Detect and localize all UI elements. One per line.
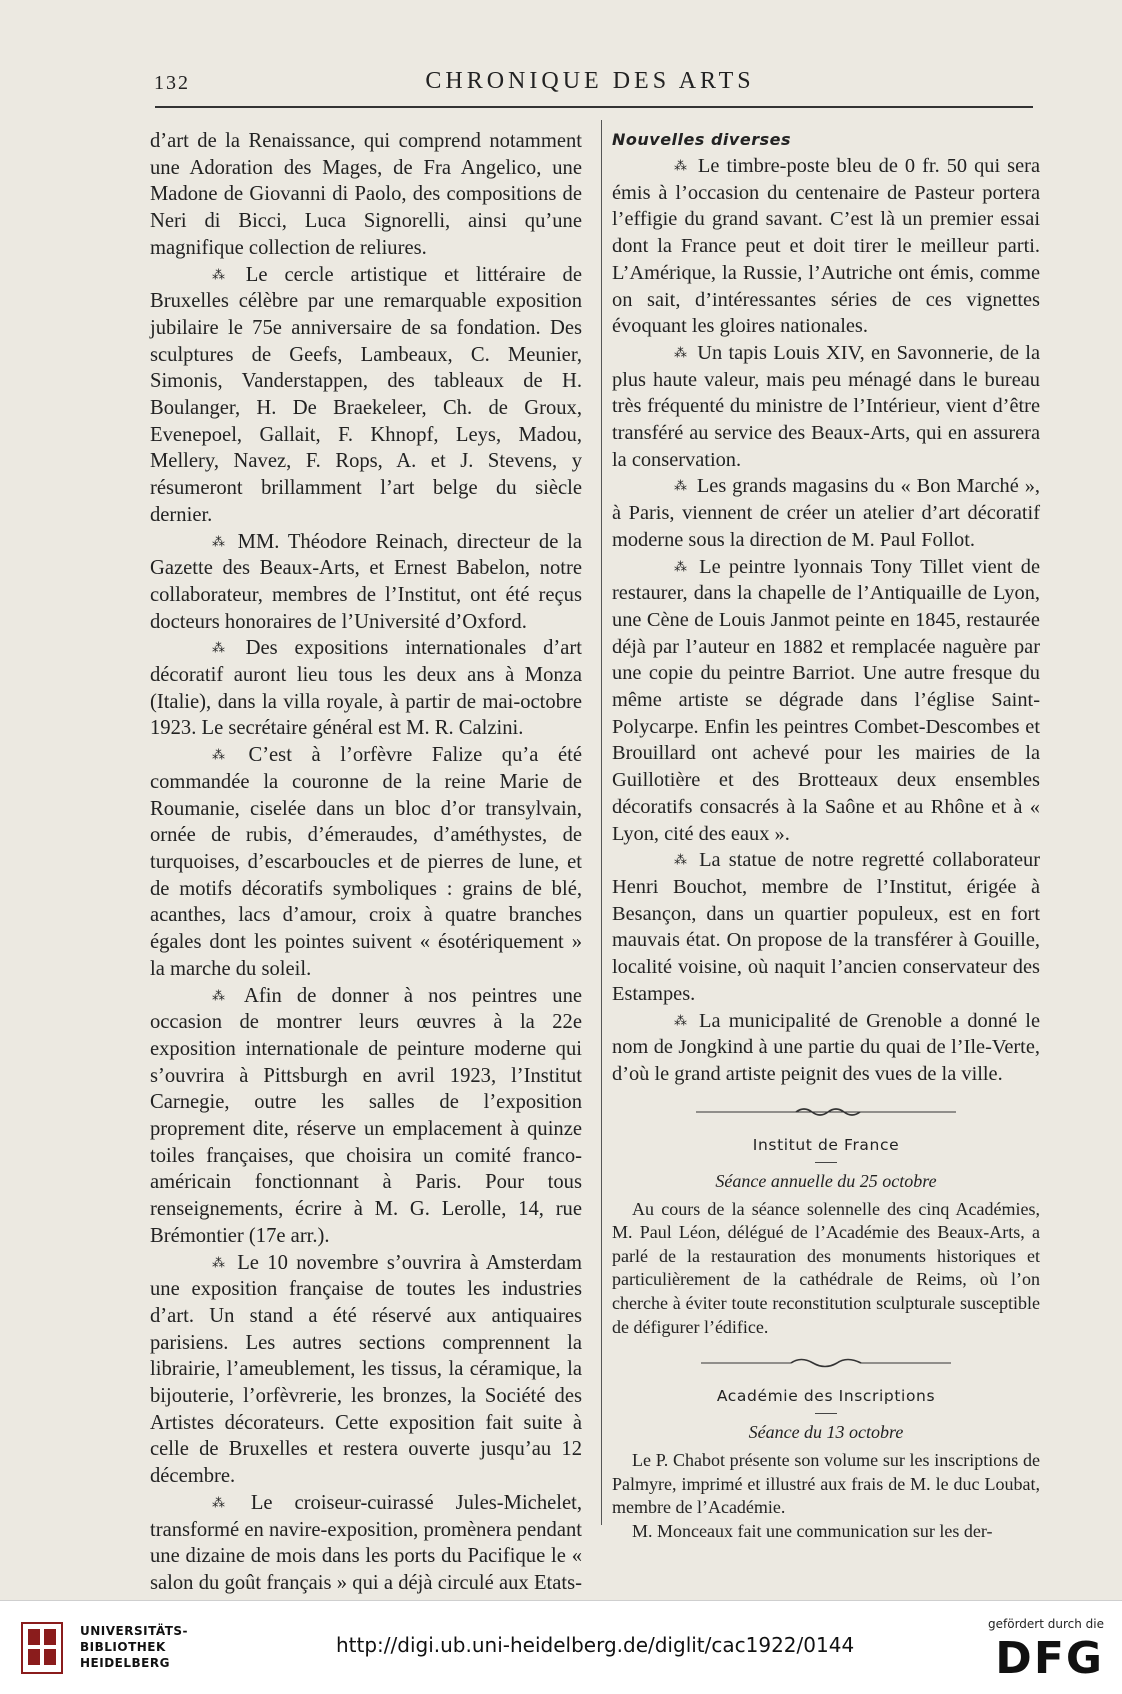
academie-title: Académie des Inscriptions — [716, 1387, 936, 1406]
news-item: ⁂ Les grands magasins du « Bon Marché », à Paris, viennent de créer un atelier d’art décoratif moderne sous la direction de M. Paul Follot. — [612, 475, 1040, 551]
paragraph: ⁂ Afin de donner à nos peintres une occasion de montrer leurs œuvres à la 22e exposition internationale de peinture moderne qui s’ouvrira à Pittsburgh en avril 1923, l’Institut Carnegie, outre les salles de l’exposition proprement dite, réserve un emplacement à quinze toiles françaises, que choisira un comité franco-américain fonctionnant à Paris. Pour tous renseignements, écrire à M. G. Lerolle, 14, rue Brémontier (17e arr.). — [150, 984, 583, 1247]
news-item: ⁂ Le timbre-poste bleu de 0 fr. 50 qui sera émis à l’occasion du centenaire de Pasteur portera l’effigie du grand savant. C’est là un premier essai dont la France peut et doit tirer le meilleur parti. L’Amérique, la Russie, l’Autriche ont émis, comme on sait, d’intéressantes séries de ces vignettes évoquant les gloires nationales. — [612, 155, 1041, 338]
asterism-icon: ⁂ — [674, 344, 690, 360]
header-rule — [155, 106, 1033, 108]
paragraph: ⁂ C’est à l’orfèvre Falize qu’a été commandée la couronne de la reine Marie de Roumanie, ciselée dans un bloc d’or transylvain, ornée de rubis, d’émeraudes, d’améthystes, de turquoises, d’escarboucles et de pierres de lune, et de motifs décoratifs symboliques : grains de blé, acanthes, lacs d’amour, croix à quatre branches égales dont les pointes suivent « ésotériquement » la marche du soleil. — [150, 744, 582, 980]
left-column — [150, 128, 582, 1623]
column-divider — [601, 120, 602, 1525]
ornament-divider — [696, 1106, 956, 1118]
footer-bar — [0, 1600, 1122, 1694]
institut-title: Institut de France — [752, 1135, 900, 1154]
asterism-icon: ⁂ — [674, 478, 689, 494]
paragraph: ⁂ Le croiseur-cuirassé Jules-Michelet, transformé en navire-exposition, promènera pendant une dizaine de mois dans les ports du Pacifique le « salon du goût français » qui a déjà circulé aux Etats- — [150, 1491, 582, 1594]
news-item: ⁂ La municipalité de Grenoble a donné le nom de Jongkind à une partie du quai de l’Ile-Verte, d’où le grand artiste peignit des vues de la ville. — [612, 1009, 1041, 1085]
institut-text: Au cours de la séance solennelle des cinq Académies, M. Paul Léon, délégué de l’Académie des Beaux-Arts, a parlé de la restauration des monuments historiques et particulièrement de la cathédrale de Reims, où l’on cherche à éviter toute reconstitution sculpturale susceptible de défigurer l’édifice. — [612, 1198, 1040, 1337]
short-rule — [815, 1162, 837, 1163]
asterism-icon: ⁂ — [212, 640, 238, 656]
asterism-icon: ⁂ — [212, 987, 237, 1003]
asterism-icon: ⁂ — [674, 558, 692, 574]
asterism-icon: ⁂ — [212, 747, 241, 763]
funded-by-label: gefördert durch die — [988, 1617, 1104, 1631]
academie-text: Le P. Chabot présente son volume sur les inscriptions de Palmyre, imprimé et illustré aux frais de M. le duc Loubat, membre de l’Académie. — [612, 1450, 1040, 1518]
asterism-icon: ⁂ — [212, 1254, 230, 1270]
paragraph: ⁂ Le cercle artistique et littéraire de Bruxelles célèbre par une remarquable exposition jubilaire le 75e anniversaire de sa fondation. Des sculptures de Geefs, Lambeaux, C. Meunier, Simonis, Vanderstappen, des tableaux de H. Boulanger, H. De Braekeleer, Ch. de Groux, Evenepoel, Gallait, F. Khnopf, Leys, Madou, Mellery, Navez, F. Rops, A. et J. Stevens, y résumeront brillamment l’art belge du siècle dernier. — [150, 263, 582, 526]
paragraph: ⁂ MM. Théodore Reinach, directeur de la Gazette des Beaux-Arts, et Ernest Babelon, notre collaborateur, membres de l’Institut, ont été reçus docteurs honoraires de l’Université d’Oxford. — [150, 530, 582, 633]
asterism-icon: ⁂ — [212, 533, 230, 549]
paragraph: ⁂ Le 10 novembre s’ouvrira à Amsterdam une exposition française de toutes les industries d’art. Un stand a été réservé aux antiquaires parisiens. Les autres sections comprennent la librairie, l’ameublement, les tissus, la céramique, la bijouterie, l’orfèvrerie, les bronzes, la Société des Artistes décorateurs. Cette exposition fait suite à celle de Bruxelles et restera ouverte jusqu’au 12 décembre. — [150, 1251, 583, 1488]
asterism-icon: ⁂ — [212, 266, 238, 282]
ornament-divider — [701, 1357, 951, 1369]
source-url[interactable]: http://digi.ub.uni-heidelberg.de/diglit/cac1922/0144 — [336, 1633, 855, 1657]
news-item: ⁂ Un tapis Louis XIV, en Savonnerie, de la plus haute valeur, mais peu ménagé dans le bureau très fréquenté du ministre de l’Intérieur, vient d’être transféré au service des Beaux-Arts, qui en assurera la conservation. — [612, 341, 1040, 471]
right-column — [612, 130, 1040, 1544]
news-item: ⁂ La statue de notre regretté collaborateur Henri Bouchot, membre de l’Institut, érigée à Besançon, dans un quartier populeux, est en fort mauvais état. On propose de la transférer à Gouille, localité voisine, où naquit l’ancien conservateur des Estampes. — [612, 849, 1041, 1005]
library-name: UNIVERSITÄTS- BIBLIOTHEK HEIDELBERG — [80, 1624, 189, 1670]
running-title: CHRONIQUE DES ARTS — [425, 68, 755, 94]
section-heading: Nouvelles diverses — [612, 130, 791, 149]
page-number: 132 — [154, 72, 190, 94]
institut-session: Séance annuelle du 25 octobre — [715, 1170, 937, 1191]
academie-session: Séance du 13 octobre — [748, 1422, 904, 1443]
asterism-icon: ⁂ — [674, 1012, 692, 1028]
asterism-icon: ⁂ — [212, 1494, 243, 1510]
asterism-icon: ⁂ — [674, 852, 692, 868]
paragraph: ⁂ Des expositions internationales d’art décoratif auront lieu tous les deux ans à Monza (Italie), dans la villa royale, à partir de mai-octobre 1923. Le secrétaire général est M. R. Calzini. — [150, 637, 582, 740]
paragraph: d’art de la Renaissance, qui comprend notamment une Adoration des Mages, de Fra Angelico, une Madone de Giovanni di Paolo, des compositions de Neri di Bicci, Luca Signorelli, ainsi qu’une magnifique collection de reliures. — [150, 130, 582, 259]
academie-text: M. Monceaux fait une communication sur les der- — [632, 1520, 993, 1541]
news-item: ⁂ Le peintre lyonnais Tony Tillet vient de restaurer, dans la chapelle de l’Antiquaille de Lyon, une Cène de Louis Janmot peinte en 1845, restaurée déjà par l’auteur en 1882 et remplacée naguère par une copie du peintre Barriot. Une autre fresque du même artiste se dégrade dans l’église Saint-Polycarpe. Enfin les peintres Combet-Descombes et Brouillard ont achevé pour les mairies de la Guillotière et des Brotteaux deux ensembles décoratifs consacrés à la Saône et au Rhône et à « Lyon, cité des eaux ». — [612, 555, 1040, 845]
dfg-logo: DFG — [995, 1633, 1104, 1684]
asterism-icon: ⁂ — [674, 158, 690, 173]
short-rule — [815, 1413, 837, 1414]
page-header — [150, 68, 1030, 98]
university-library-logo — [20, 1621, 64, 1675]
